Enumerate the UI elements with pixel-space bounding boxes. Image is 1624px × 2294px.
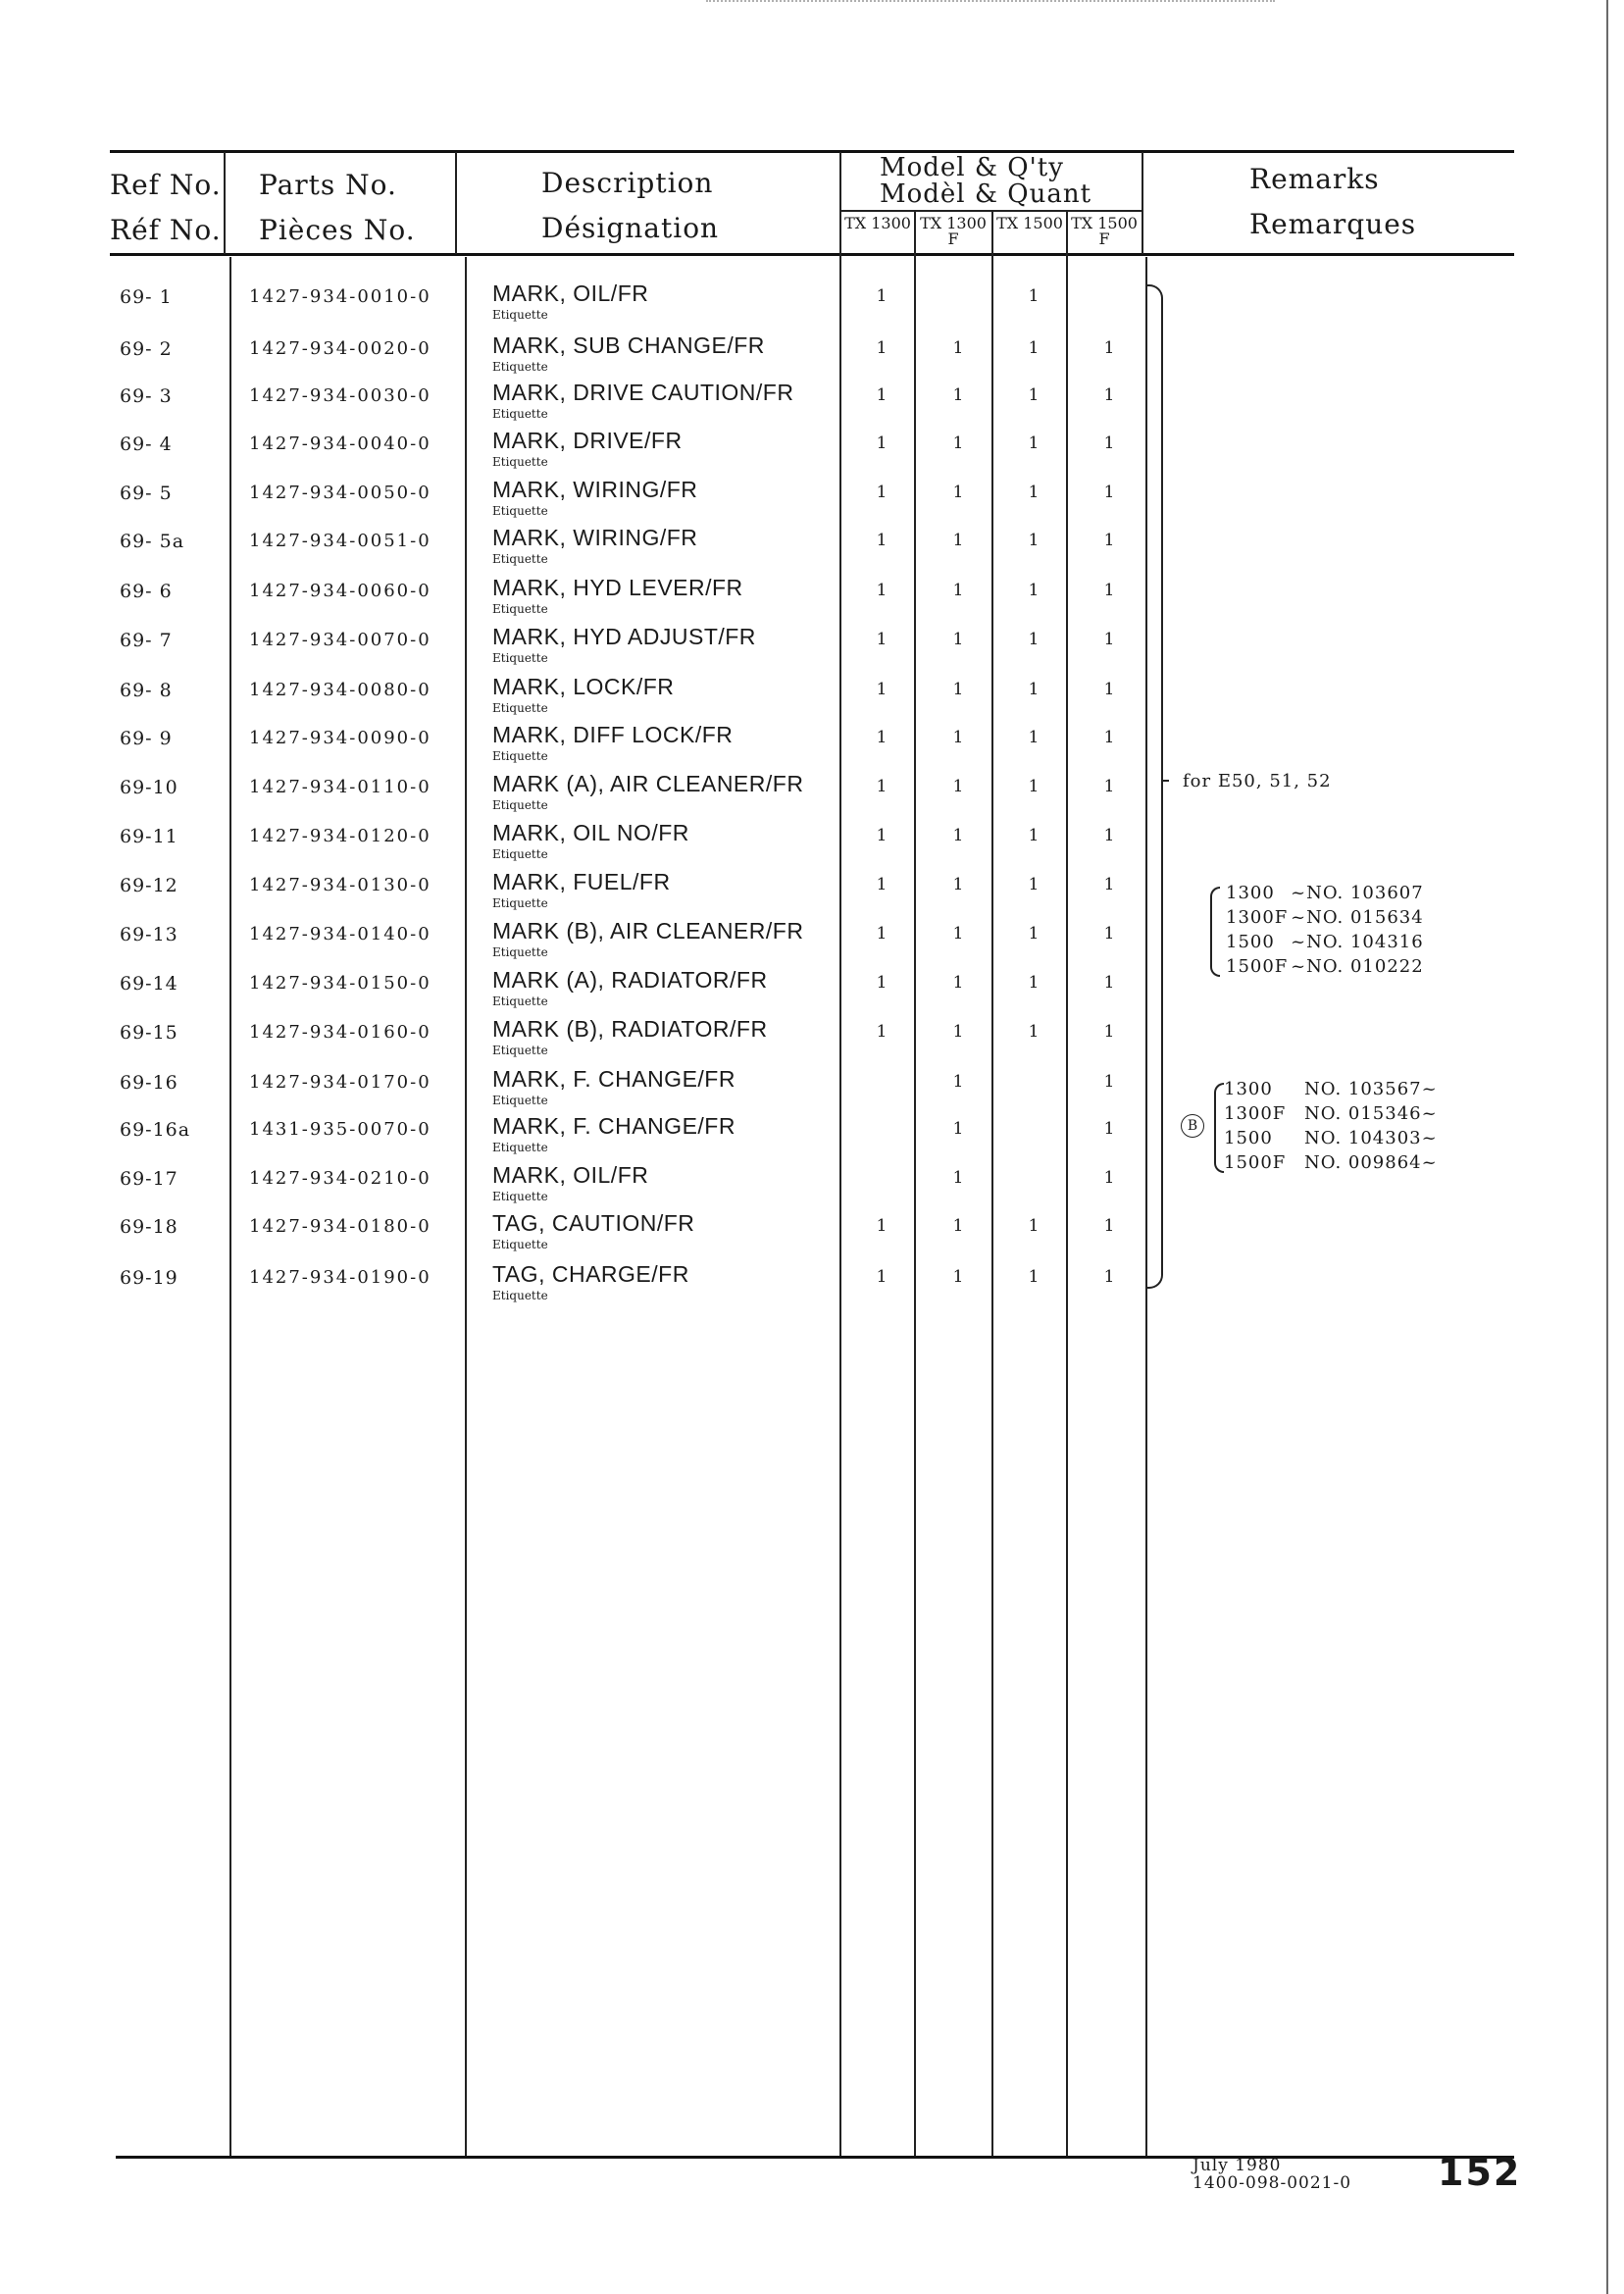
description: MARK, F. CHANGE/FR xyxy=(492,1113,736,1139)
part-no: 1427-934-0051-0 xyxy=(249,531,431,551)
table-row xyxy=(0,280,1624,335)
ref-no: 69- 5 xyxy=(120,483,173,504)
footer-date: July 1980 xyxy=(1193,2156,1282,2175)
remark-model: 1300 xyxy=(1226,883,1275,903)
ref-no: 69-14 xyxy=(120,973,178,994)
table-row xyxy=(0,624,1624,679)
remark-serial: ~NO. 103607 xyxy=(1291,883,1424,903)
col-divider xyxy=(1142,152,1143,254)
qty-1: 1 xyxy=(876,1216,888,1236)
qty-3: 1 xyxy=(1028,531,1040,550)
header-bottom-rule xyxy=(110,253,1514,256)
part-no: 1427-934-0210-0 xyxy=(249,1168,431,1189)
ref-no: 69-13 xyxy=(120,924,178,945)
description: MARK, F. CHANGE/FR xyxy=(492,1066,736,1092)
qty-3: 1 xyxy=(1028,630,1040,649)
qty-2: 1 xyxy=(952,1216,964,1236)
model-header-divider xyxy=(839,210,1142,212)
part-no: 1427-934-0040-0 xyxy=(249,433,431,454)
table-row xyxy=(0,332,1624,387)
remark-model: 1300F xyxy=(1224,1103,1287,1124)
qty-2: 1 xyxy=(952,680,964,699)
header-remarks-en: Remarks xyxy=(1249,163,1380,195)
qty-3: 1 xyxy=(1028,338,1040,358)
qty-2: 1 xyxy=(952,338,964,358)
table-row xyxy=(0,477,1624,532)
description: MARK, OIL/FR xyxy=(492,1162,649,1188)
ref-no: 69- 1 xyxy=(120,286,173,308)
qty-2: 1 xyxy=(952,581,964,600)
table-row xyxy=(0,1016,1624,1071)
description: MARK, SUB CHANGE/FR xyxy=(492,332,765,358)
description-fr: Etiquette xyxy=(492,847,548,861)
description-fr: Etiquette xyxy=(492,651,548,665)
part-no: 1427-934-0020-0 xyxy=(249,338,431,359)
part-no: 1431-935-0070-0 xyxy=(249,1119,431,1140)
remark-serial: ~NO. 104316 xyxy=(1291,932,1424,952)
qty-4: 1 xyxy=(1103,777,1115,796)
table-row xyxy=(0,771,1624,826)
remark-group-b-brace xyxy=(1214,1083,1224,1173)
qty-4: 1 xyxy=(1103,1072,1115,1092)
description: MARK, OIL/FR xyxy=(492,280,649,306)
table-row xyxy=(0,722,1624,777)
ref-no: 69- 7 xyxy=(120,630,173,651)
qty-3: 1 xyxy=(1028,1022,1040,1042)
description-fr: Etiquette xyxy=(492,994,548,1008)
qty-4: 1 xyxy=(1103,483,1115,502)
header-desc-fr: Désignation xyxy=(541,212,720,244)
description-fr: Etiquette xyxy=(492,360,548,374)
qty-1: 1 xyxy=(876,630,888,649)
ref-no: 69-18 xyxy=(120,1216,178,1238)
description-fr: Etiquette xyxy=(492,701,548,715)
part-no: 1427-934-0060-0 xyxy=(249,581,431,601)
part-no: 1427-934-0070-0 xyxy=(249,630,431,650)
qty-4: 1 xyxy=(1103,1216,1115,1236)
qty-4: 1 xyxy=(1103,433,1115,453)
header-desc-en: Description xyxy=(541,167,714,199)
qty-2: 1 xyxy=(952,924,964,943)
description: MARK (A), RADIATOR/FR xyxy=(492,967,768,993)
qty-3: 1 xyxy=(1028,286,1040,306)
qty-1: 1 xyxy=(876,826,888,845)
description-fr: Etiquette xyxy=(492,602,548,616)
qty-2: 1 xyxy=(952,728,964,747)
remark-main: for E50, 51, 52 xyxy=(1183,771,1332,791)
qty-1: 1 xyxy=(876,1022,888,1042)
qty-3: 1 xyxy=(1028,680,1040,699)
description: MARK, HYD LEVER/FR xyxy=(492,575,743,600)
description: MARK (B), AIR CLEANER/FR xyxy=(492,918,804,943)
qty-4: 1 xyxy=(1103,826,1115,845)
qty-2: 1 xyxy=(952,1267,964,1287)
header-model-3: TX 1500 xyxy=(996,214,1063,232)
header-model-2: TX 1300 F xyxy=(920,214,987,248)
part-no: 1427-934-0030-0 xyxy=(249,385,431,406)
header-ref-en: Ref No. xyxy=(110,169,222,201)
qty-1: 1 xyxy=(876,385,888,405)
description-fr: Etiquette xyxy=(492,896,548,910)
qty-2: 1 xyxy=(952,1022,964,1042)
remark-serial: NO. 015346~ xyxy=(1304,1103,1438,1124)
remarks-brace-tip xyxy=(1161,780,1169,782)
description-fr: Etiquette xyxy=(492,1238,548,1251)
description-fr: Etiquette xyxy=(492,407,548,421)
qty-4: 1 xyxy=(1103,1022,1115,1042)
description: TAG, CAUTION/FR xyxy=(492,1210,695,1236)
ref-no: 69-19 xyxy=(120,1267,178,1289)
part-no: 1427-934-0160-0 xyxy=(249,1022,431,1043)
remark-model: 1300F xyxy=(1226,907,1289,928)
description: MARK (B), RADIATOR/FR xyxy=(492,1016,768,1042)
description-fr: Etiquette xyxy=(492,1190,548,1203)
description: MARK, DRIVE/FR xyxy=(492,428,683,453)
description-fr: Etiquette xyxy=(492,504,548,518)
description: MARK, OIL NO/FR xyxy=(492,820,689,845)
qty-4: 1 xyxy=(1103,973,1115,993)
table-row xyxy=(0,1261,1624,1316)
header-ref-fr: Réf No. xyxy=(110,214,222,246)
description-fr: Etiquette xyxy=(492,798,548,812)
qty-3: 1 xyxy=(1028,924,1040,943)
qty-3: 1 xyxy=(1028,385,1040,405)
ref-no: 69-15 xyxy=(120,1022,178,1044)
qty-4: 1 xyxy=(1103,385,1115,405)
scan-artifact-dots xyxy=(706,0,1275,4)
qty-1: 1 xyxy=(876,1267,888,1287)
description: MARK, HYD ADJUST/FR xyxy=(492,624,756,649)
ref-no: 69- 8 xyxy=(120,680,173,701)
qty-4: 1 xyxy=(1103,338,1115,358)
qty-1: 1 xyxy=(876,777,888,796)
description: MARK, DRIVE CAUTION/FR xyxy=(492,380,794,405)
description-fr: Etiquette xyxy=(492,945,548,959)
qty-1: 1 xyxy=(876,531,888,550)
qty-4: 1 xyxy=(1103,1267,1115,1287)
remark-group-a-brace xyxy=(1210,887,1220,977)
part-no: 1427-934-0050-0 xyxy=(249,483,431,503)
remark-serial: ~NO. 010222 xyxy=(1291,956,1424,977)
qty-2: 1 xyxy=(952,973,964,993)
header-model-1: TX 1300 xyxy=(844,214,911,232)
description-fr: Etiquette xyxy=(492,552,548,566)
qty-3: 1 xyxy=(1028,973,1040,993)
qty-1: 1 xyxy=(876,875,888,894)
part-no: 1427-934-0090-0 xyxy=(249,728,431,748)
page-number: 152 xyxy=(1438,2151,1522,2194)
ref-no: 69-17 xyxy=(120,1168,178,1190)
qty-1: 1 xyxy=(876,924,888,943)
ref-no: 69-10 xyxy=(120,777,178,798)
remark-model: 1500 xyxy=(1226,932,1275,952)
qty-2: 1 xyxy=(952,1119,964,1139)
qty-1: 1 xyxy=(876,338,888,358)
qty-1: 1 xyxy=(876,973,888,993)
col-divider xyxy=(455,152,457,254)
qty-2: 1 xyxy=(952,777,964,796)
header-model-4: TX 1500 F xyxy=(1071,214,1138,248)
qty-2: 1 xyxy=(952,1072,964,1092)
col-divider xyxy=(224,152,226,254)
qty-2: 1 xyxy=(952,433,964,453)
description-fr: Etiquette xyxy=(492,455,548,469)
part-no: 1427-934-0120-0 xyxy=(249,826,431,846)
qty-1: 1 xyxy=(876,433,888,453)
description-fr: Etiquette xyxy=(492,749,548,763)
table-row xyxy=(0,1210,1624,1265)
qty-3: 1 xyxy=(1028,581,1040,600)
description: MARK, LOCK/FR xyxy=(492,674,675,699)
qty-3: 1 xyxy=(1028,826,1040,845)
part-no: 1427-934-0190-0 xyxy=(249,1267,431,1288)
qty-3: 1 xyxy=(1028,433,1040,453)
description-fr: Etiquette xyxy=(492,1289,548,1302)
qty-2: 1 xyxy=(952,875,964,894)
qty-3: 1 xyxy=(1028,1216,1040,1236)
remark-model: 1500F xyxy=(1226,956,1289,977)
header-parts-en: Parts No. xyxy=(259,169,397,201)
table-row xyxy=(0,428,1624,483)
qty-4: 1 xyxy=(1103,680,1115,699)
description: MARK, WIRING/FR xyxy=(492,477,698,502)
qty-3: 1 xyxy=(1028,777,1040,796)
ref-no: 69-11 xyxy=(120,826,178,847)
description: MARK, DIFF LOCK/FR xyxy=(492,722,734,747)
remark-serial: NO. 104303~ xyxy=(1304,1128,1438,1148)
table-row xyxy=(0,820,1624,875)
qty-1: 1 xyxy=(876,728,888,747)
qty-4: 1 xyxy=(1103,728,1115,747)
description: MARK, WIRING/FR xyxy=(492,525,698,550)
header-model-en: Model & Q'ty xyxy=(880,153,1064,182)
qty-3: 1 xyxy=(1028,728,1040,747)
qty-2: 1 xyxy=(952,826,964,845)
description-fr: Etiquette xyxy=(492,1094,548,1107)
description-fr: Etiquette xyxy=(492,308,548,322)
part-no: 1427-934-0110-0 xyxy=(249,777,431,797)
qty-1: 1 xyxy=(876,286,888,306)
qty-2: 1 xyxy=(952,483,964,502)
description: TAG, CHARGE/FR xyxy=(492,1261,689,1287)
ref-no: 69- 9 xyxy=(120,728,173,749)
qty-3: 1 xyxy=(1028,875,1040,894)
qty-4: 1 xyxy=(1103,1168,1115,1188)
table-row xyxy=(0,575,1624,630)
remark-group-b-mark: B xyxy=(1181,1114,1204,1138)
qty-4: 1 xyxy=(1103,581,1115,600)
part-no: 1427-934-0080-0 xyxy=(249,680,431,700)
remarks-brace xyxy=(1147,284,1163,1289)
qty-2: 1 xyxy=(952,1168,964,1188)
qty-1: 1 xyxy=(876,483,888,502)
qty-2: 1 xyxy=(952,531,964,550)
table-row xyxy=(0,380,1624,434)
ref-no: 69- 3 xyxy=(120,385,173,407)
qty-2: 1 xyxy=(952,385,964,405)
remark-serial: NO. 103567~ xyxy=(1304,1079,1438,1099)
remark-model: 1300 xyxy=(1224,1079,1273,1099)
ref-no: 69-16a xyxy=(120,1119,191,1141)
description: MARK (A), AIR CLEANER/FR xyxy=(492,771,804,796)
table-row xyxy=(0,967,1624,1022)
qty-4: 1 xyxy=(1103,630,1115,649)
remark-serial: NO. 009864~ xyxy=(1304,1152,1438,1173)
part-no: 1427-934-0010-0 xyxy=(249,286,431,307)
ref-no: 69-16 xyxy=(120,1072,178,1094)
ref-no: 69- 4 xyxy=(120,433,173,455)
part-no: 1427-934-0180-0 xyxy=(249,1216,431,1237)
qty-2: 1 xyxy=(952,630,964,649)
qty-1: 1 xyxy=(876,581,888,600)
table-row xyxy=(0,525,1624,580)
ref-no: 69- 2 xyxy=(120,338,173,360)
qty-4: 1 xyxy=(1103,924,1115,943)
qty-4: 1 xyxy=(1103,1119,1115,1139)
ref-no: 69- 5a xyxy=(120,531,185,552)
qty-1: 1 xyxy=(876,680,888,699)
part-no: 1427-934-0140-0 xyxy=(249,924,431,944)
remark-model: 1500 xyxy=(1224,1128,1273,1148)
header-model-fr: Modèl & Quant xyxy=(880,179,1092,209)
description: MARK, FUEL/FR xyxy=(492,869,671,894)
qty-3: 1 xyxy=(1028,1267,1040,1287)
table-bottom-rule xyxy=(116,2156,1514,2159)
remark-model: 1500F xyxy=(1224,1152,1287,1173)
header-top-rule xyxy=(110,150,1514,153)
part-no: 1427-934-0130-0 xyxy=(249,875,431,895)
header-remarks-fr: Remarques xyxy=(1249,208,1417,240)
part-no: 1427-934-0170-0 xyxy=(249,1072,431,1093)
remark-serial: ~NO. 015634 xyxy=(1291,907,1424,928)
qty-4: 1 xyxy=(1103,875,1115,894)
description-fr: Etiquette xyxy=(492,1141,548,1154)
table-row xyxy=(0,674,1624,729)
part-no: 1427-934-0150-0 xyxy=(249,973,431,994)
ref-no: 69-12 xyxy=(120,875,178,896)
qty-4: 1 xyxy=(1103,531,1115,550)
qty-3: 1 xyxy=(1028,483,1040,502)
header-parts-fr: Pièces No. xyxy=(259,214,416,246)
description-fr: Etiquette xyxy=(492,1044,548,1057)
footer-code: 1400-098-0021-0 xyxy=(1193,2173,1352,2193)
ref-no: 69- 6 xyxy=(120,581,173,602)
